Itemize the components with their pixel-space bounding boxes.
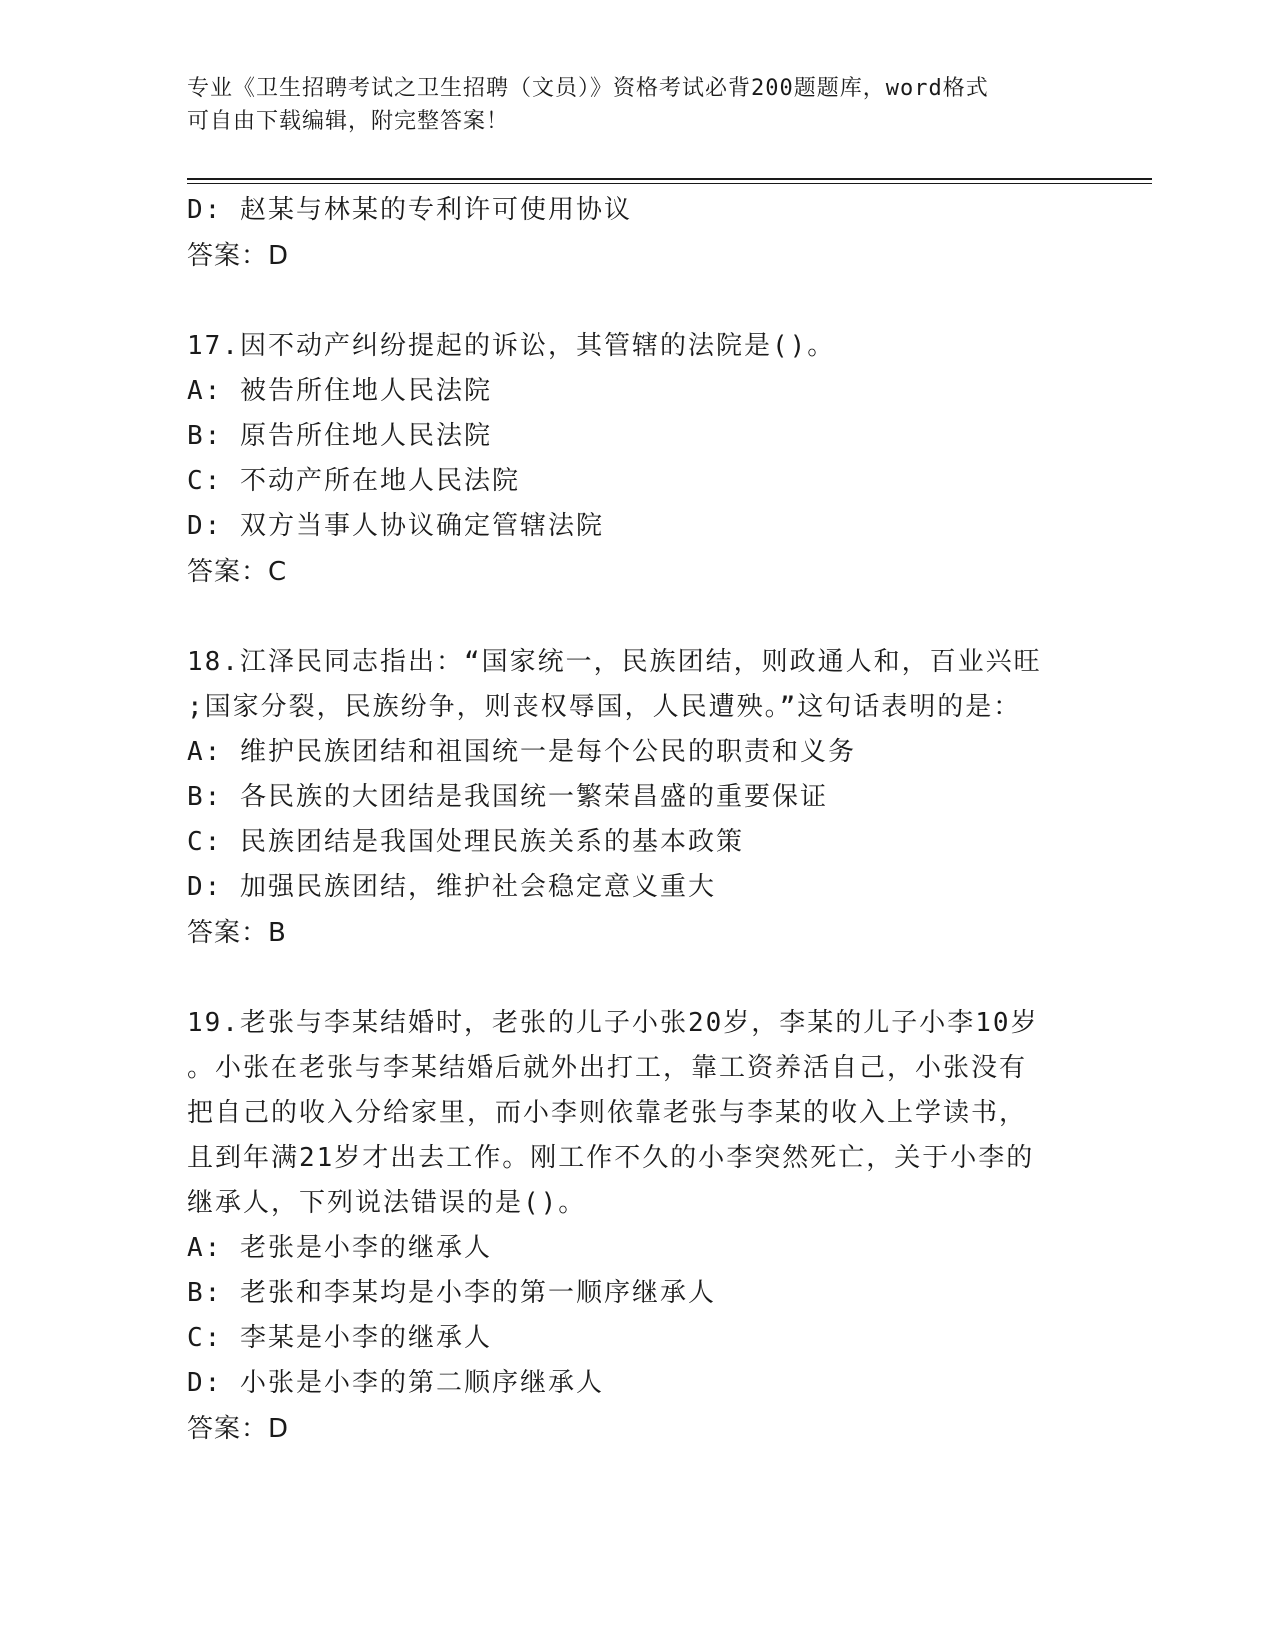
document-body	[187, 188, 1087, 1452]
question-block-prev	[187, 188, 1087, 279]
option-b: B: 老张和李某均是小李的第一顺序继承人	[187, 1278, 716, 1308]
option-a: A: 维护民族团结和祖国统一是每个公民的职责和义务	[187, 737, 856, 767]
option-b: B: 各民族的大团结是我国统一繁荣昌盛的重要保证	[187, 782, 828, 812]
option-c: C: 不动产所在地人民法院	[187, 466, 520, 496]
document-header	[187, 72, 1087, 138]
question-stem: 。小张在老张与李某结婚后就外出打工，靠工资养活自己，小张没有	[187, 1053, 1028, 1083]
question-stem: 把自己的收入分给家里，而小李则依靠老张与李某的收入上学读书，	[187, 1098, 1028, 1128]
answer-line: 答案：D	[187, 1414, 290, 1444]
header-divider-thick	[187, 178, 1152, 180]
answer-line: 答案：C	[187, 557, 288, 587]
option-d: D: 赵某与林某的专利许可使用协议	[187, 195, 632, 225]
header-line: 可自由下载编辑，附完整答案！	[187, 109, 510, 134]
answer-line: 答案：B	[187, 918, 287, 948]
option-c: C: 民族团结是我国处理民族关系的基本政策	[187, 827, 744, 857]
question-stem: 17.因不动产纠纷提起的诉讼，其管辖的法院是()。	[187, 331, 836, 361]
answer-line: 答案：D	[187, 241, 290, 271]
question-stem: ;国家分裂，民族纷争，则丧权辱国，人民遭殃。”这句话表明的是：	[187, 692, 1022, 722]
question-stem: 且到年满21岁才出去工作。刚工作不久的小李突然死亡，关于小李的	[187, 1143, 1035, 1173]
spacer	[187, 595, 1087, 640]
option-d: D: 双方当事人协议确定管辖法院	[187, 511, 604, 541]
question-stem: 18.江泽民同志指出：“国家统一，民族团结，则政通人和，百业兴旺	[187, 647, 1042, 677]
question-block-17	[187, 324, 1087, 595]
option-d: D: 加强民族团结，维护社会稳定意义重大	[187, 872, 716, 902]
spacer	[187, 279, 1087, 324]
option-a: A: 被告所住地人民法院	[187, 376, 492, 406]
header-divider-thin	[187, 183, 1152, 184]
option-c: C: 李某是小李的继承人	[187, 1323, 492, 1353]
option-d: D: 小张是小李的第二顺序继承人	[187, 1368, 604, 1398]
question-block-18	[187, 640, 1087, 956]
option-b: B: 原告所住地人民法院	[187, 421, 492, 451]
option-a: A: 老张是小李的继承人	[187, 1233, 492, 1263]
question-stem: 继承人，下列说法错误的是()。	[187, 1188, 587, 1218]
question-stem: 19.老张与李某结婚时，老张的儿子小张20岁，李某的儿子小李10岁	[187, 1008, 1039, 1038]
question-block-19	[187, 1001, 1087, 1452]
spacer	[187, 956, 1087, 1001]
header-line: 专业《卫生招聘考试之卫生招聘（文员）》资格考试必背200题题库，word格式	[187, 76, 989, 101]
